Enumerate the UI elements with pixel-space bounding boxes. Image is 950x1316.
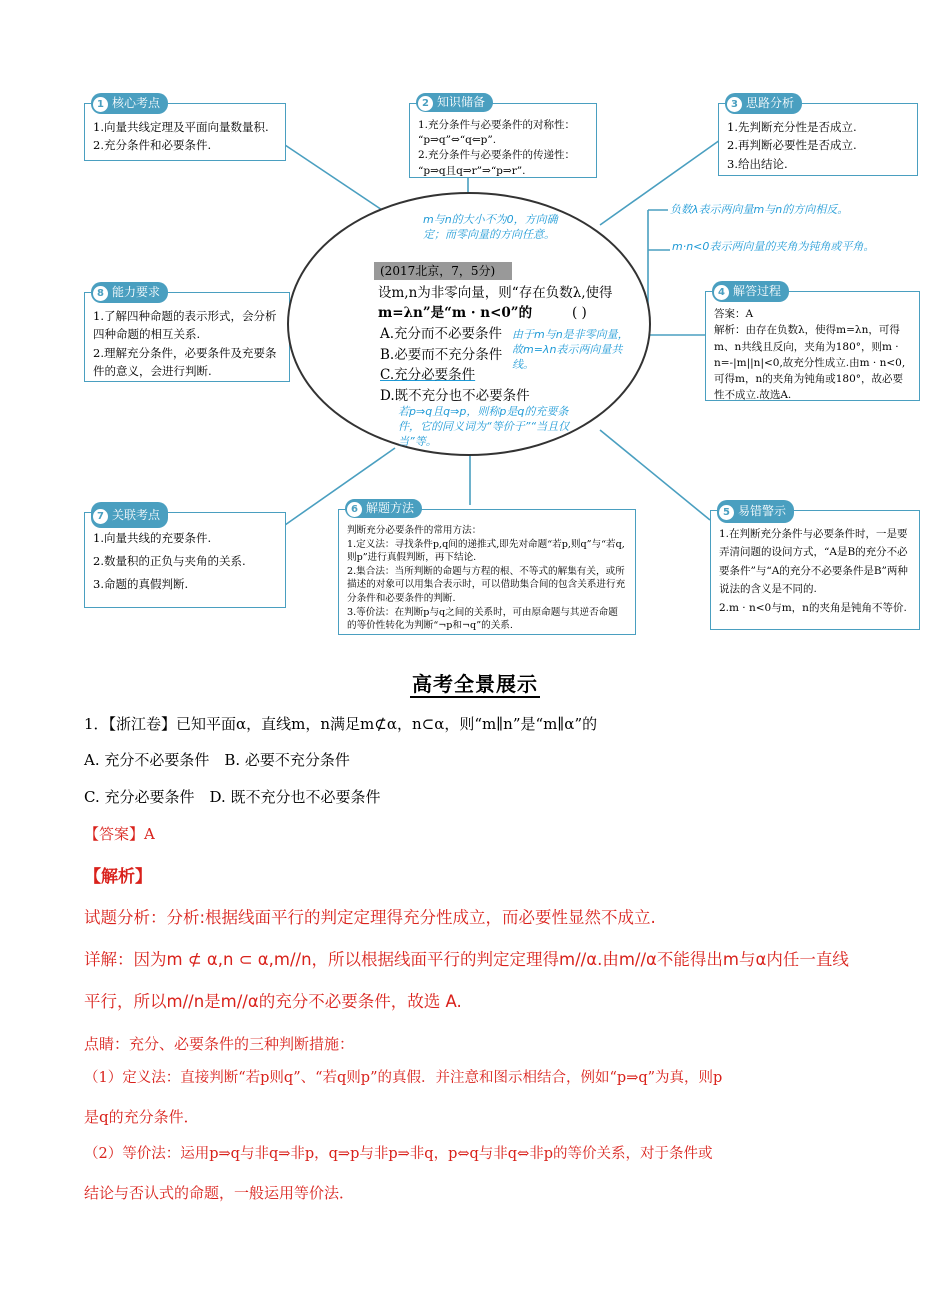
box-4-item: 解析：由存在负数λ，使得m=λn，可得m、n共线且反向，夹角为180°，则m · n=-|m||n|<0,故充分性成立.由m · n<0,可得m，n的夹角为钝角或180°，故必要性不成立.故选A. — [714, 324, 906, 402]
box-1-title: 核心考点 — [112, 96, 161, 110]
box-3-item: 2.再判断必要性是否成立. — [727, 138, 857, 153]
box-7-item: 1.向量共线的充要条件. — [93, 531, 212, 545]
box-core-points — [84, 96, 286, 161]
box-8-number: 8 — [93, 286, 108, 301]
box-6-number: 6 — [347, 502, 362, 517]
question-source: (2017北京，7，5分) — [374, 262, 512, 280]
box-7-item: 2.数量积的正负与夹角的关系. — [93, 554, 246, 568]
center-option: D.既不充分也不必要条件 — [380, 388, 530, 404]
handnote-equivalence: 若p⇒q且q⇒p，则称p是q的充要条件，它的同义词为“等价于”“当且仅当”等。 — [398, 405, 570, 448]
box-3-number: 3 — [727, 97, 742, 112]
analysis-line: 平行，所以m//n是m//α的充分不必要条件，故选 A. — [84, 992, 462, 1011]
box-7-number: 7 — [93, 509, 108, 524]
section-title-text: 高考全景展示 — [412, 672, 538, 696]
handnote-collinear: 由于m与n是非零向量，故m=λn表示两向量共线。 — [512, 328, 629, 371]
box-4-number: 4 — [714, 285, 729, 300]
box-5-item: 2.m · n<0与m，n的夹角是钝角不等价. — [719, 601, 907, 614]
box-3-title: 思路分析 — [746, 96, 795, 110]
center-option: A.充分而不必要条件 — [380, 326, 503, 342]
box-3-tag — [725, 93, 802, 114]
box-1-item: 1.向量共线定理及平面向量数量积. — [93, 120, 269, 134]
box-8-title: 能力要求 — [112, 285, 161, 299]
box-2-title: 知识储备 — [437, 95, 486, 109]
box-6-item: 3.等价法：在判断p与q之间的关系时，可由原命题与其逆否命题的等价性转化为判断“¬p和¬q”的关系. — [347, 606, 618, 632]
box-7-item: 3.命题的真假判断. — [93, 577, 189, 591]
analysis-label: 【解析】 — [84, 867, 152, 887]
box-7-title: 关联考点 — [112, 508, 161, 522]
box-warnings — [710, 504, 920, 630]
box-6-title: 解题方法 — [366, 501, 415, 515]
box-4-tag — [712, 281, 789, 302]
box-2-item: 1.充分条件与必要条件的对称性： — [418, 119, 576, 131]
box-2-tag — [416, 93, 493, 112]
section-title — [0, 668, 950, 697]
question-options-row2: C. 充分必要条件 D. 既不充分也不必要条件 — [84, 788, 381, 806]
box-2-item: 2.充分条件与必要条件的传递性： — [418, 149, 576, 162]
box-4-title: 解答过程 — [733, 284, 782, 298]
box-6-item: 判断充分必要条件的常用方法： — [347, 525, 482, 536]
box-4-item: 答案：A — [714, 308, 754, 320]
box-8-tag — [91, 282, 168, 303]
box-8-item: 2.理解充分条件，必要条件及充要条件的意义，会进行判断. — [93, 345, 277, 379]
tips-line: 点睛：充分、必要条件的三种判断措施： — [84, 1035, 355, 1053]
connector-5 — [600, 430, 710, 520]
box-6-item: 2.集合法：当所判断的命题与方程的根、不等式的解集有关，或所描述的对象可以用集合表示时，可以借助集合间的包含关系进行充分条件和必要条件的判断. — [347, 565, 626, 605]
handnote-nonzero: m与n的大小不为0，方向确定；而零向量的方向任意。 — [423, 213, 558, 241]
analysis-line: 试题分析：分析:根据线面平行的判定定理得充分性成立，而必要性显然不成立. — [84, 908, 656, 927]
box-5-number: 5 — [719, 505, 734, 520]
tips-line: （2）等价法：运用p⇒q与非q⇒非p，q⇒p与非p⇒非q，p⇔q与非q⇔非p的等价关系，对于条件或 — [84, 1146, 713, 1162]
tips-line: （1）定义法：直接判断“若p则q”、“若q则p”的真假．并注意和图示相结合，例如“p⇒q”为真，则p — [84, 1070, 723, 1086]
box-thinking — [718, 96, 918, 176]
box-solution — [705, 284, 920, 402]
center-stem-line2: m=λn”是“m · n<0”的 — [378, 305, 533, 321]
box-1-number: 1 — [93, 97, 108, 112]
box-knowledge — [409, 95, 597, 178]
handnote-negative: 负数λ表示两向量m与n的方向相反。 — [670, 203, 849, 216]
handnote-dot-product: m·n<0表示两向量的夹角为钝角或平角。 — [672, 240, 875, 253]
box-6-item: 1.定义法：寻找条件p,q间的递推式,即先对命题“若p,则q”与“若q,则p”进行真假判断，再下结论. — [347, 538, 625, 564]
box-7-tag — [91, 502, 168, 528]
box-1-item: 2.充分条件和必要条件. — [93, 138, 212, 153]
box-6-tag — [345, 499, 422, 518]
question-stem: 1．【浙江卷】已知平面α，直线m，n满足m⊄α，n⊂α，则“m∥n”是“m∥α”的 — [84, 715, 598, 733]
box-8-item: 1.了解四种命题的表示形式，会分析四种命题的相互关系. — [93, 309, 277, 342]
center-option: B.必要而不充分条件 — [380, 347, 503, 363]
mind-map — [0, 0, 950, 650]
center-paren: ( ) — [572, 305, 587, 321]
box-5-item: 1.在判断充分条件与必要条件时，一是要弄清问题的设问方式，“A是B的充分不必要条件”与“A的充分不必要条件是B”两种说法的含义是不同的. — [719, 528, 908, 596]
box-2-item: “p⇒q”⇔“q⇐p”. — [418, 134, 497, 147]
box-1-tag — [91, 93, 168, 114]
box-3-item: 1.先判断充分性是否成立. — [727, 120, 857, 134]
box-3-item: 3.给出结论. — [727, 156, 788, 171]
box-related — [84, 508, 286, 608]
center-option: C.充分必要条件 — [380, 367, 476, 383]
box-methods — [338, 501, 636, 635]
box-5-title: 易错警示 — [738, 504, 787, 518]
box-2-item: “p⇒q且q⇒r”⇒“p⇒r”. — [418, 164, 526, 177]
tips-line: 结论与否认式的命题，一般运用等价法． — [84, 1184, 355, 1202]
center-stem-line1: 设m,n为非零向量，则“存在负数λ,使得 — [378, 285, 613, 301]
question-options-row1: A. 充分不必要条件 B. 必要不充分条件 — [84, 751, 350, 769]
answer: 【答案】A — [84, 825, 155, 843]
tips-line: 是q的充分条件． — [84, 1108, 199, 1126]
box-5-tag — [717, 500, 794, 523]
box-ability — [84, 285, 290, 382]
box-2-number: 2 — [418, 96, 433, 111]
analysis-line: 详解：因为m ⊄ α,n ⊂ α,m//n，所以根据线面平行的判定定理得m//α.由m//α不能得出m与α内任一直线 — [84, 950, 849, 969]
